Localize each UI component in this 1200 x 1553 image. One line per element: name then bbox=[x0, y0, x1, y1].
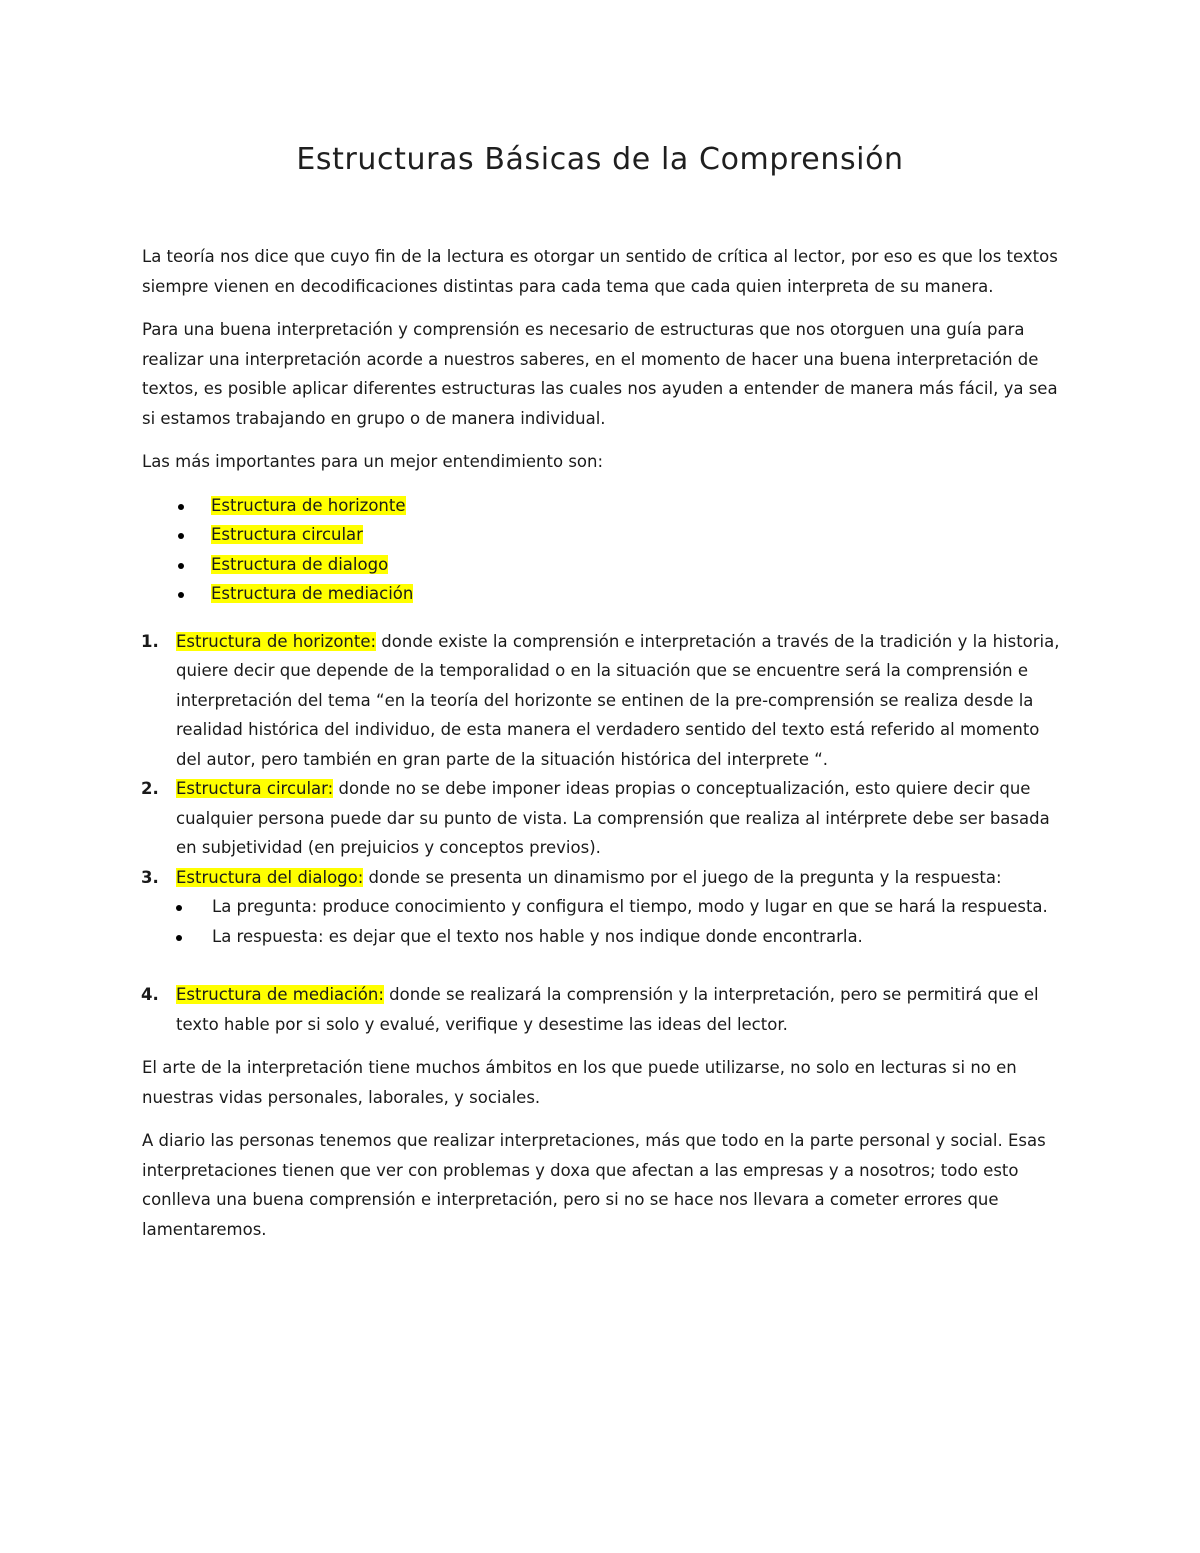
item-number: 4. bbox=[141, 985, 159, 1004]
item-number: 1. bbox=[141, 631, 159, 651]
bullet-item bbox=[175, 550, 1064, 580]
closing-paragraph-2: A diario las personas tenemos que realizar interpretaciones, más que todo en la parte personal y social. Esas interpretaciones tienen que ver con problemas y doxa que afectan a las empresas y a nosotros; todo esto conlleva una buena comprensión e interpretación, pero si no se hace nos llevara a cometer errores que lamentaremos. bbox=[142, 1131, 1046, 1239]
item-number: 3. bbox=[141, 867, 159, 887]
sub-bullet-item: La pregunta: produce conocimiento y configura el tiempo, modo y lugar en que se hará la respuesta. bbox=[176, 892, 1064, 922]
bullet-item bbox=[175, 520, 1064, 550]
intro-paragraph-1: La teoría nos dice que cuyo fin de la lectura es otorgar un sentido de crítica al lector, por eso es que los textos siempre vienen en decodificaciones distintas para cada tema que cada quien interpreta de su manera. bbox=[142, 247, 1058, 296]
highlighted-text: Estructura de dialogo bbox=[211, 554, 389, 574]
item-text: donde se realizará la comprensión y la interpretación, pero se permitirá que el texto hable por si solo y evalué, verifique y desestime las ideas del lector. bbox=[176, 985, 1039, 1034]
bullet-item bbox=[175, 579, 1064, 609]
document-title: Estructuras Básicas de la Comprensión bbox=[296, 142, 904, 177]
highlighted-text: Estructura circular bbox=[211, 525, 363, 544]
item-label: Estructura circular: bbox=[176, 779, 334, 798]
item-text: donde se presenta un dinamismo por el juego de la pregunta y la respuesta: bbox=[363, 867, 1002, 887]
highlighted-text: Estructura de mediación bbox=[211, 584, 414, 603]
item-text: donde existe la comprensión e interpretación a través de la tradición y la historia, quiere decir que depende de la temporalidad o en la situación que se encuentre será la comprensión e interpretación del tema “en la teoría del horizonte se entinen de la pre-comprensión se realiza desde la realidad histórica del individuo, de esta manera el verdadero sentido del texto está referido al momento del autor, pero también en gran parte de la situación histórica del interprete “. bbox=[176, 631, 1060, 769]
intro-paragraph-2: Para una buena interpretación y comprensión es necesario de estructuras que nos otorguen una guía para realizar una interpretación acorde a nuestros saberes, en el momento de hacer una buena interpretación de textos, es posible aplicar diferentes estructuras las cuales nos ayuden a entender de manera más fácil, ya sea si estamos trabajando en grupo o de manera individual. bbox=[142, 320, 1058, 428]
structures-numbered-list bbox=[142, 627, 1064, 1040]
numbered-item-dialogo bbox=[141, 863, 1064, 952]
item-number: 2. bbox=[141, 779, 159, 798]
dialogo-sub-list bbox=[176, 892, 1064, 951]
item-label: Estructura de horizonte: bbox=[176, 631, 377, 651]
closing-paragraph-1: El arte de la interpretación tiene muchos ámbitos en los que puede utilizarse, no solo en lecturas si no en nuestras vidas personales, laborales, y sociales. bbox=[142, 1058, 1017, 1107]
document-body bbox=[142, 242, 1064, 1258]
sub-bullet-item: La respuesta: es dejar que el texto nos hable y nos indique donde encontrarla. bbox=[176, 922, 1064, 952]
item-text: donde no se debe imponer ideas propias o conceptualización, esto quiere decir que cualquier persona puede dar su punto de vista. La comprensión que realiza al intérprete debe ser basada en subjetividad (en prejuicios y conceptos previos). bbox=[176, 779, 1050, 857]
structures-bullet-list bbox=[142, 491, 1064, 609]
intro-paragraph-3: Las más importantes para un mejor entendimiento son: bbox=[142, 452, 604, 471]
highlighted-text: Estructura de horizonte bbox=[211, 495, 406, 515]
numbered-item-mediacion bbox=[141, 980, 1064, 1039]
item-label: Estructura de mediación: bbox=[176, 985, 384, 1004]
item-label: Estructura del dialogo: bbox=[176, 867, 364, 887]
numbered-item-horizonte bbox=[141, 627, 1064, 775]
bullet-item bbox=[175, 491, 1064, 521]
numbered-item-circular bbox=[141, 774, 1064, 863]
